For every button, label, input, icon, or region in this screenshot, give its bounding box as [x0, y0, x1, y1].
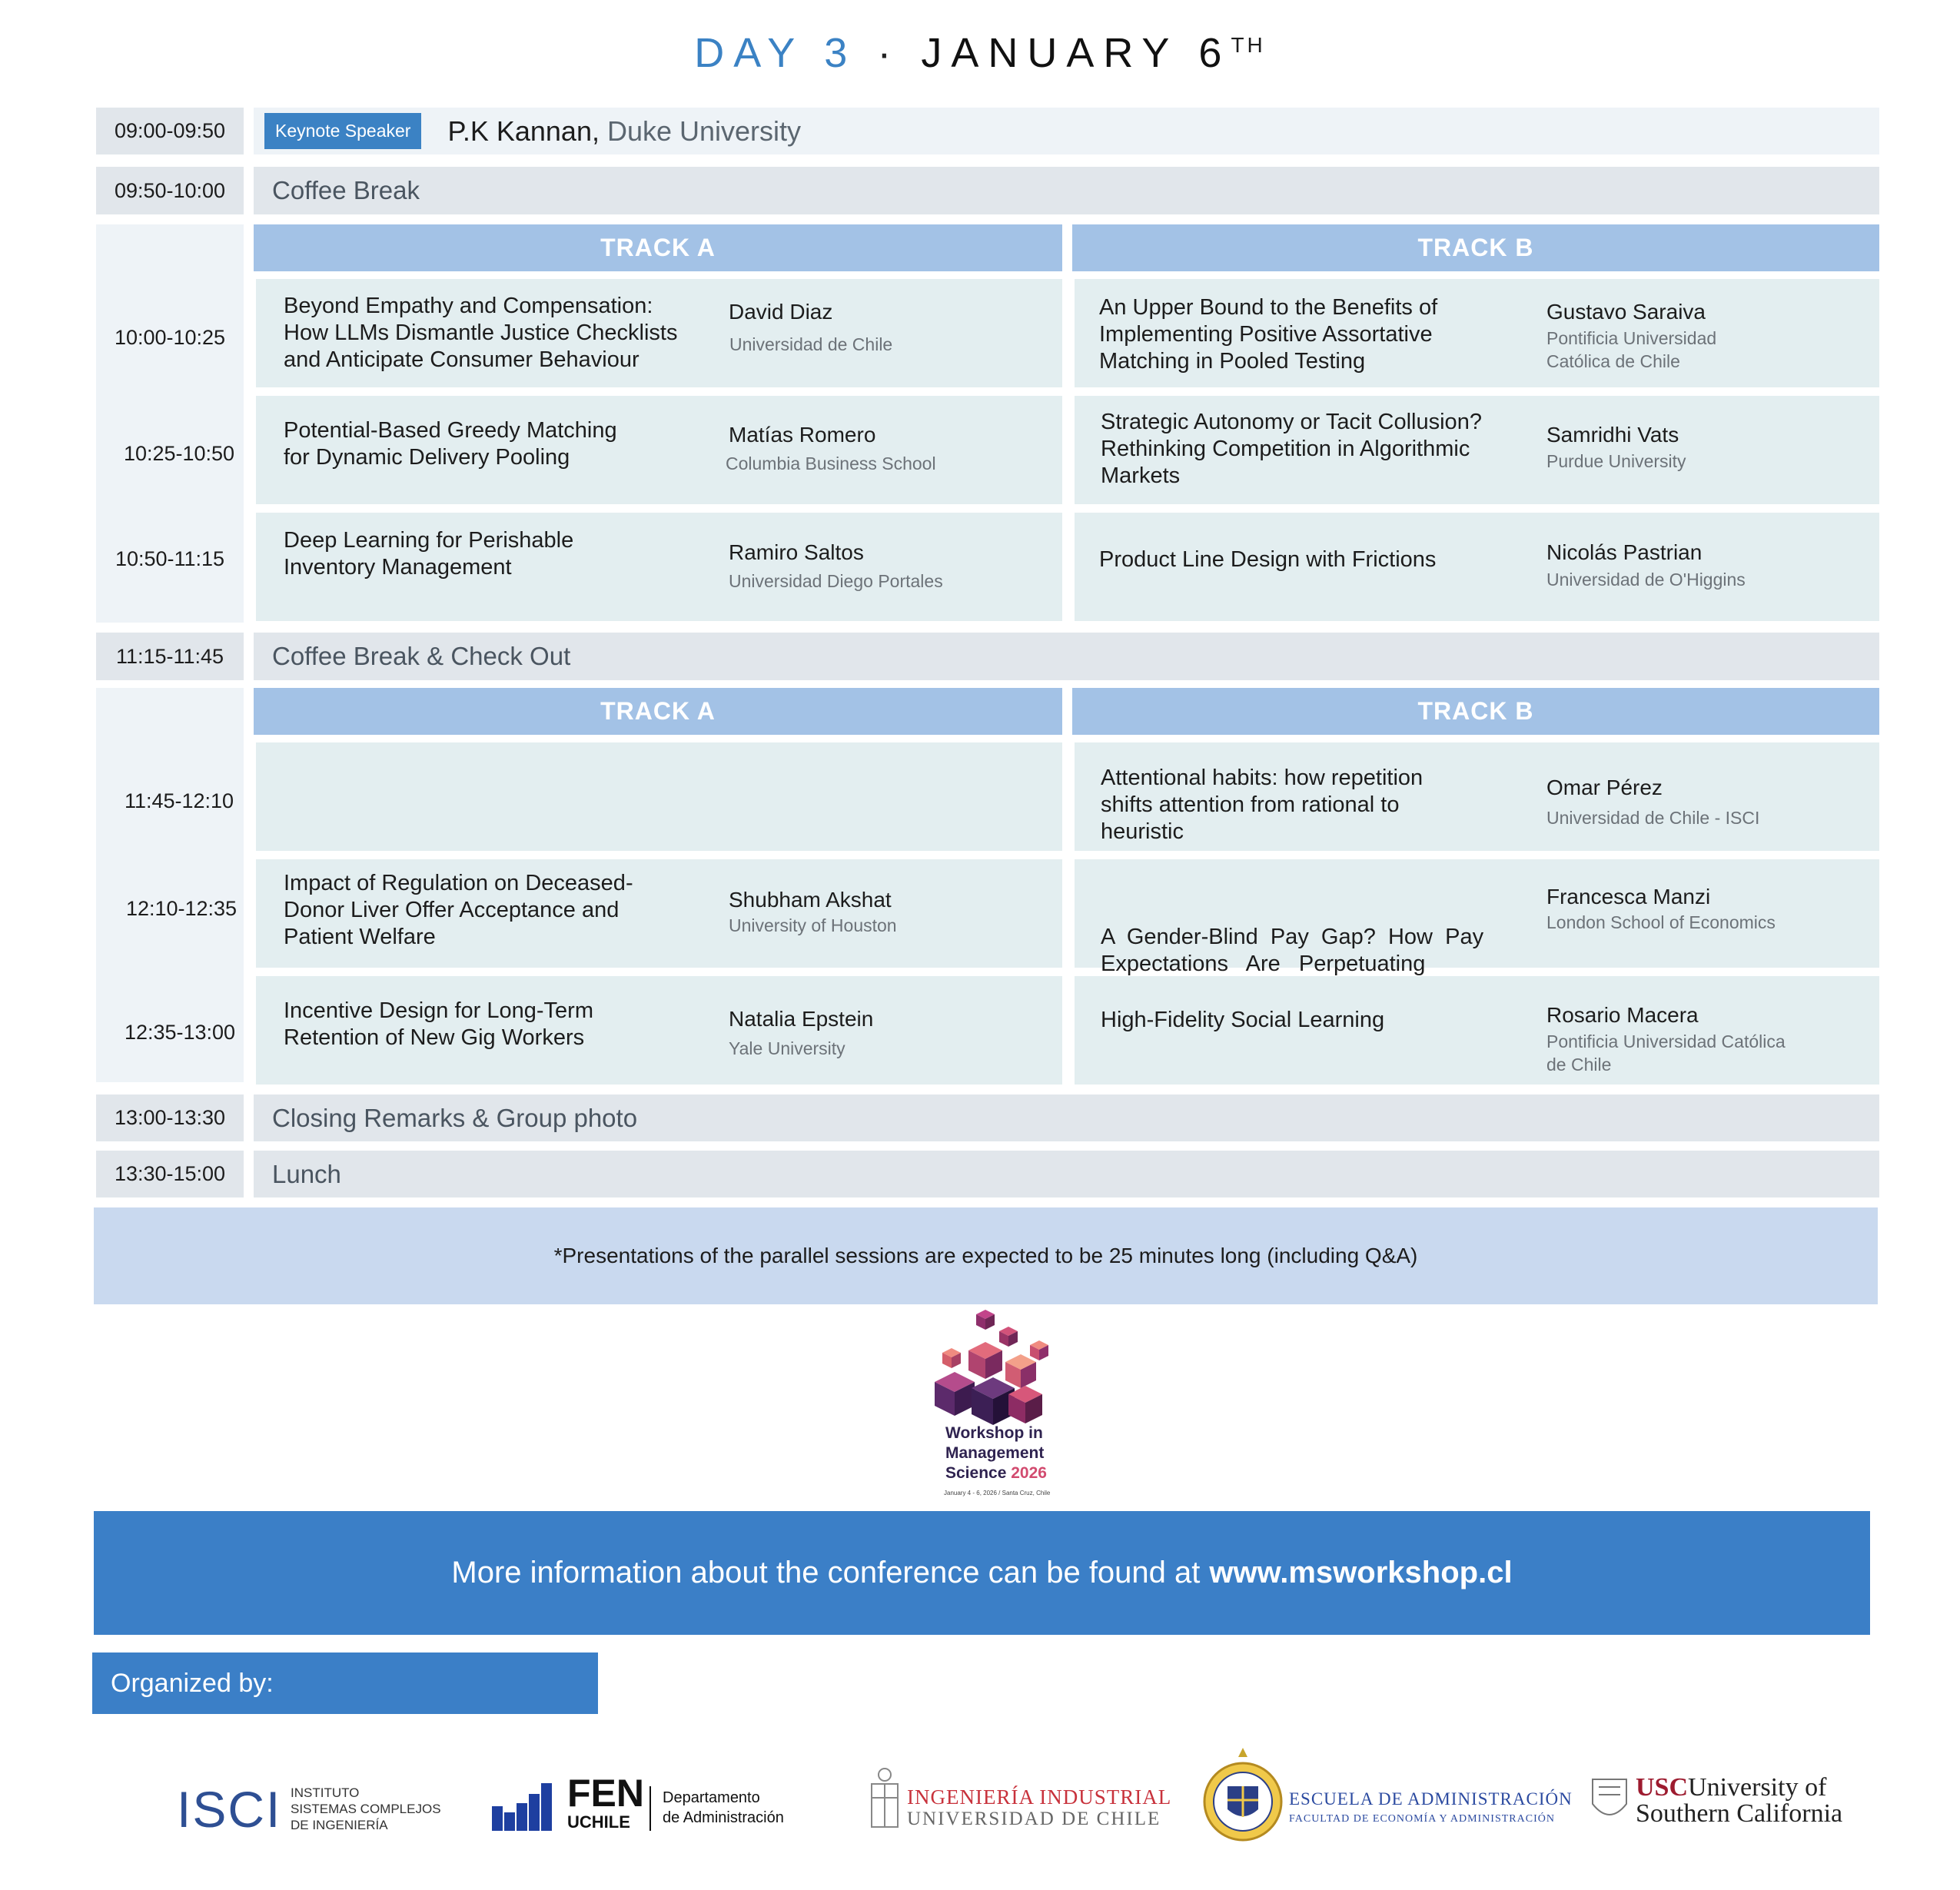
speaker-name: Omar Pérez [1546, 776, 1663, 799]
talk-title: A Gender-Blind Pay Gap? How Pay Expectations Are Perpetuating [1101, 925, 1484, 976]
talk-cell-empty [256, 742, 1062, 851]
keynote-speaker: P.K Kannan, [447, 115, 600, 147]
talk-cell [256, 513, 1062, 621]
keynote-time: 09:00-09:50 [96, 108, 244, 154]
speaker-affiliation: University of Houston [729, 915, 897, 935]
speaker-affiliation: Universidad de O'Higgins [1546, 570, 1746, 590]
ingenieria-industrial-logo: INGENIERÍA INDUSTRIAL UNIVERSIDAD DE CHILE [869, 1764, 1168, 1835]
speaker-name: Ramiro Saltos [729, 540, 864, 564]
talk-cell [1075, 976, 1879, 1085]
speaker-affiliation: Universidad de Chile - ISCI [1546, 808, 1760, 828]
speaker-affiliation: Universidad de Chile [729, 334, 893, 354]
usc-logo: USCUniversity of Southern California [1590, 1772, 1851, 1833]
talk-title: High-Fidelity Social Learning [1101, 1008, 1385, 1032]
speaker-name: David Diaz [729, 300, 833, 324]
speaker-affiliation: Pontificia Universidad Católica de Chile [1546, 328, 1717, 371]
talk-cell [1075, 279, 1879, 387]
talk-cell [1075, 513, 1879, 621]
talk-cell [1075, 742, 1879, 851]
talk-title: Product Line Design with Frictions [1099, 547, 1437, 572]
session-time: 11:45-12:10 [124, 789, 234, 812]
speaker-name: Natalia Epstein [729, 1007, 874, 1031]
fen-logo: FEN UCHILE Departamento de Administración [492, 1772, 815, 1835]
escuela-administracion-logo: ESCUELA DE ADMINISTRACIÓN FACULTAD DE ECONOMÍA Y ADMINISTRACIÓN [1203, 1746, 1572, 1846]
talk-cell [256, 859, 1062, 968]
track-a-header: TRACK A [254, 688, 1062, 735]
talk-cell [256, 976, 1062, 1085]
break-label: Coffee Break [254, 167, 1879, 214]
speaker-affiliation: Pontificia Universidad Católica de Chile [1546, 1031, 1786, 1075]
break-time: 11:15-11:45 [96, 633, 244, 680]
speaker-name: Francesca Manzi [1546, 885, 1711, 908]
speaker-name: Shubham Akshat [729, 888, 892, 912]
date-suffix: TH [1231, 33, 1266, 57]
workshop-logo-text: Workshop in Management Science 2026 [945, 1424, 1047, 1482]
break-label: Lunch [254, 1151, 1879, 1197]
speaker-name: Matías Romero [729, 423, 876, 447]
talk-cell [1075, 859, 1879, 976]
speaker-affiliation: Universidad Diego Portales [729, 571, 943, 591]
talk-title: An Upper Bound to the Benefits of Implementing Positive Assortative Matching in Pooled Testing [1099, 295, 1438, 374]
usc-shield-icon [1590, 1776, 1629, 1827]
talk-cell [1075, 396, 1879, 504]
info-banner [94, 1511, 1870, 1635]
talk-title: Incentive Design for Long-Term Retention of New Gig Workers [284, 998, 593, 1050]
talk-title: Deep Learning for Perishable Inventory Management [284, 528, 574, 580]
keynote-affiliation: Duke University [606, 115, 802, 147]
speaker-affiliation: Yale University [729, 1038, 845, 1058]
break-time: 13:00-13:30 [96, 1094, 244, 1141]
cubes-graphic [915, 1308, 1076, 1439]
speaker-affiliation: London School of Economics [1546, 912, 1776, 932]
talk-cell [256, 279, 1062, 387]
fen-bars-icon [492, 1783, 565, 1831]
date-label: JANUARY 6 [921, 30, 1231, 76]
break-time: 09:50-10:00 [96, 167, 244, 214]
break-time: 13:30-15:00 [96, 1151, 244, 1197]
break-label: Closing Remarks & Group photo [254, 1094, 1879, 1141]
workshop-logo-date: January 4 - 6, 2026 / Santa Cruz, Chile [944, 1490, 1051, 1496]
talk-title: Potential-Based Greedy Matching for Dynamic Delivery Pooling [284, 418, 617, 470]
session-time: 12:10-12:35 [125, 897, 238, 920]
speaker-name: Gustavo Saraiva [1546, 300, 1706, 324]
workshop-logo [915, 1308, 1076, 1508]
isci-logo: ISCI INSTITUTO SISTEMAS COMPLEJOS DE INGENIERÍA [177, 1781, 441, 1838]
speaker-name: Samridhi Vats [1546, 423, 1679, 447]
website-link[interactable]: www.msworkshop.cl [1209, 1556, 1513, 1589]
talk-cell [256, 396, 1062, 504]
crest-icon [869, 1767, 901, 1832]
info-text: More information about the conference can be found at [451, 1556, 1201, 1589]
keynote-tag: Keynote Speaker [264, 113, 421, 149]
session-time: 10:50-11:15 [115, 547, 225, 570]
speaker-name: Nicolás Pastrian [1546, 540, 1703, 564]
organized-by-label: Organized by: [92, 1653, 598, 1714]
track-b-header: TRACK B [1072, 688, 1879, 735]
session-time: 10:00-10:25 [114, 326, 226, 349]
speaker-affiliation: Columbia Business School [726, 453, 936, 473]
speaker-affiliation: Purdue University [1546, 451, 1686, 471]
talk-title: Strategic Autonomy or Tacit Collusion? Rethinking Competition in Algorithmic Markets [1101, 410, 1482, 488]
keynote-row [254, 108, 1879, 154]
break-label: Coffee Break & Check Out [254, 633, 1879, 680]
talk-title: Attentional habits: how repetition shifts attention from rational to heuristic [1101, 766, 1423, 844]
track-b-header: TRACK B [1072, 224, 1879, 271]
presentation-note: *Presentations of the parallel sessions are expected to be 25 minutes long (including Q&A) [94, 1207, 1878, 1304]
page-title [0, 29, 1960, 77]
session-time: 10:25-10:50 [123, 442, 235, 465]
talk-title: Beyond Empathy and Compensation: How LLMs Dismantle Justice Checklists and Anticipate Consumer Behaviour [284, 294, 678, 372]
university-seal-icon [1203, 1746, 1283, 1846]
session-time: 12:35-13:00 [124, 1021, 236, 1044]
title-separator: · [877, 30, 901, 76]
day-label: DAY 3 [694, 30, 857, 76]
speaker-name: Rosario Macera [1546, 1003, 1699, 1027]
track-a-header: TRACK A [254, 224, 1062, 271]
talk-title: Impact of Regulation on Deceased- Donor Liver Offer Acceptance and Patient Welfare [284, 871, 633, 949]
